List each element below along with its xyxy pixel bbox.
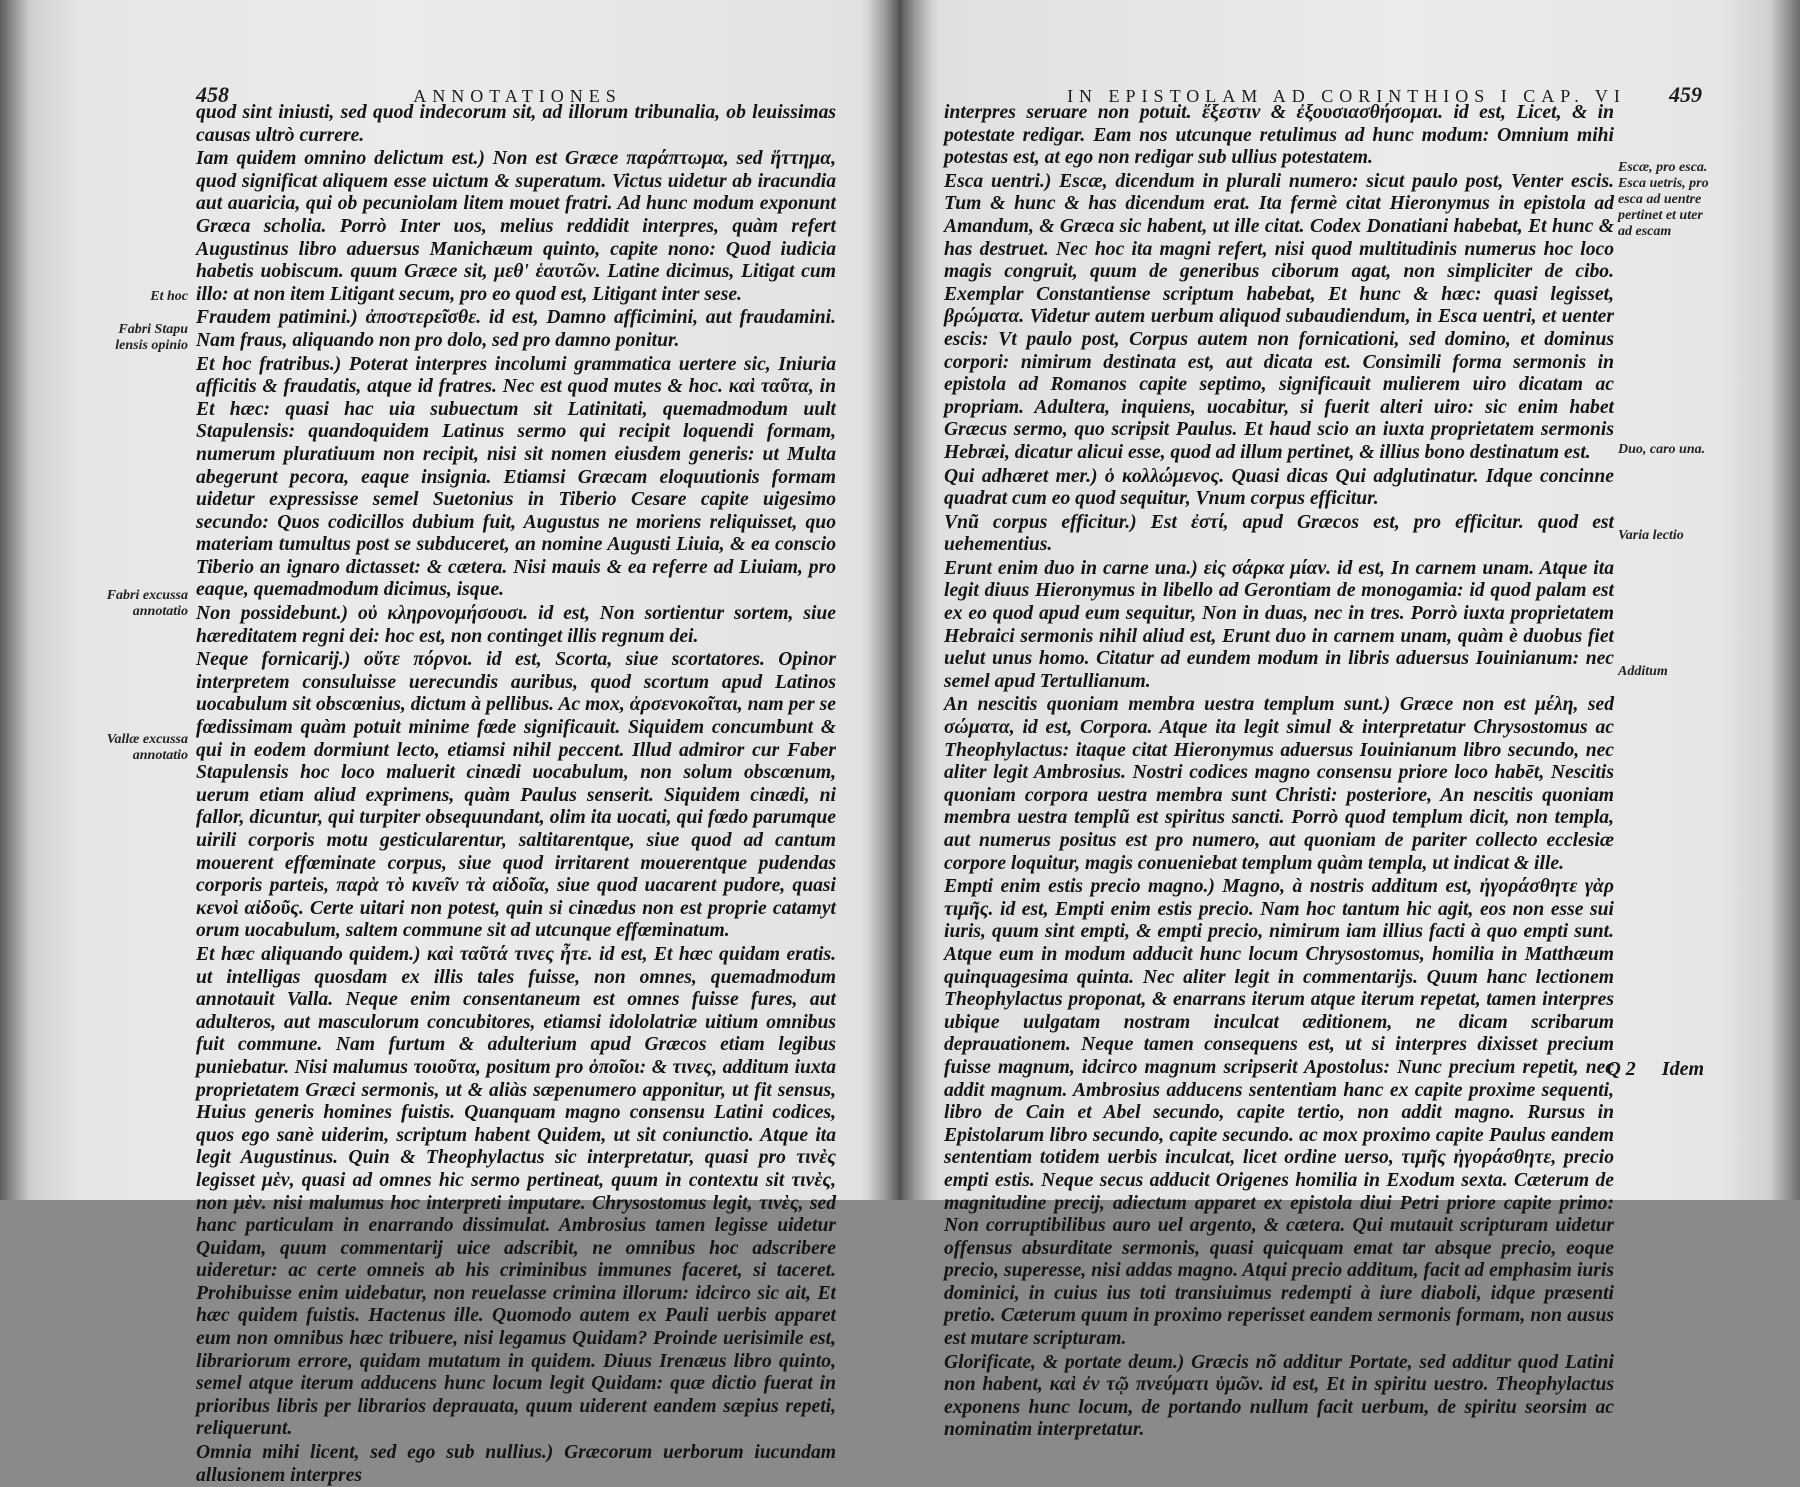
paragraph: Qui adhæret mer.) ὁ κολλώμενος. Quasi dicas Qui adglutinatur. Idque concinne quadrat cum eo quod sequitur, Vnum corpus efficitur.	[944, 465, 1614, 510]
paragraph: Iam quidem omnino delictum est.) Non est Græce παράπτωμα, sed ἥττημα, quod significat aliquem esse uictum & superatum. Victus uidetur ab iracundia aut auaricia, qui ob pecuniolam litem mouet fratri. Ad hunc modum exponunt Græca scholia. Porrò Inter uos, melius reddidit interpres, quàm refert Augustinus libro aduersus Manichæum quinto, capite nono: Quod iudicia habetis uobiscum. quum Græce sit, μεθ' ἑαυτῶν. Latine dicimus, Litigat cum illo: at non item Litigant secum, pro eo quod est, Litigant inter sese.	[196, 148, 836, 305]
paragraph: Esca uentri.) Escæ, dicendum in plurali numero: sicut paulo post, Venter escis. Tum & hunc & has dicendum erat. Ita fermè citat Hieronymus in epistola ad Amandum, & Græca sic habent, ut ille citat. Codex Donatiani habebat, Et hunc & has destruet. Nec hoc ita magni refert, nisi quod multitudinis numerus hoc loco magis congruit, quum de generibus ciborum agat, non simpliciter de cibo. Exemplar Constantiense scriptum habebat, Et hunc & hæc: quasi legisset, βρώματα. Videtur autem uerbum aliquod subaudiendum, in Esca uentri, et uenter escis: Vt paulo post, Corpus autem non fornicationi, sed domino, et dominus corpori: nimirum destinata est, aut dicata est. Consimili forma sermonis in epistola ad Romanos capite septimo, significauit mulierem uiro dicatam ac propriam. Adultera, inquiens, uocabitur, si fuerit alteri uiro: sic enim habet Græcus sermo, quo scripsit Paulus. Et haud scio an iuxta proprietatem sermonis Hebræi, dicatur alicui esse, quod ad illum pertinet, & illius bono destinatum est.	[944, 170, 1614, 463]
paragraph: Et hæc aliquando quidem.) καὶ ταῦτά τινες ἦτε. id est, Et hæc quidam eratis. ut intelligas quosdam ex illis tales fuisse, non omnes, quemadmodum annotauit Valla. Neque enim consentaneum est omnes fuisse fures, aut adulteros, aut masculorum concubitores, etiamsi idololatriæ uitium omnibus fuit commune. Nam furtum & adulterium apud Græcos etiam legibus puniebatur. Nisi malumus τοιοῦτα, positum pro ὁποῖοι: & τινες, additum iuxta proprietatem Græci sermonis, ut & aliàs sæpenumero apponitur, ut fit sensus, Huius generis homines fuistis. Quanquam magno consensu Latini codices, quos ego sanè uiderim, scriptum habent Quidem, ut sit coniunctio. Atque ita legit Augustinus. Quin & Theophylactus sic interpretatur, quasi pro τινὲς legisset μὲν, quasi ad omnes hic sermo pertineat, quum in contextu sit τινὲς, non μὲν. nisi malumus hoc interpreti imputare. Chrysostomus legit, τινὲς, sed hanc particulam in enarrando dissimulat. Ambrosius tamen legisse uidetur Quidam, quum commentarij uice adscribit, ne omnibus hoc adscribere uideretur: ac certe omneis ab his criminibus immunes faceret, si taceret. Prohibuisse enim uidebatur, non reuelasse crimina illorum: idcirco sic ait, Et hæc quidem fuistis. Hactenus ille. Quomodo autem ex Pauli uerbis apparet eum non omnibus hæc tribuere, nisi legamus Quidam? Proinde uerisimile est, librariorum errore, quidam mutatum in quidem. Diuus Irenæus libro quinto, semel atque iterum adducens hunc locum legit Quidam: quæ dictio fuerat in prioribus libris per librarios deprauata, quum uiderent eandem sæpius repeti, reliquerunt.	[196, 943, 836, 1440]
marginal-note: Et hoc	[150, 289, 188, 304]
paragraph: Non possidebunt.) οὐ κληρονομήσουσι. id est, Non sortientur sortem, siue hæreditatem regni dei: hoc est, non continget illis regnum dei.	[196, 603, 836, 647]
right-page	[910, 0, 1800, 1441]
marginal-note: Duo, caro una.	[1618, 442, 1706, 457]
paragraph: interpres seruare non potuit. ἔξεστιν & ἐξουσιασθήσομαι. id est, Licet, & in potestate redigar. Eam nos utcunque retulimus ad hunc modum: Omnium mihi potestas est, at ego non redigar sub ullius potestatem.	[944, 102, 1614, 169]
paragraph: Neque fornicarij.) οὔτε πόρνοι. id est, Scorta, siue scortatores. Opinor interpretem consuluisse uerecundis auribus, quod scortum apud Latinos uocabulum sit obscœnius, dictum à pellibus. Ac mox, ἀρσενοκοῖται, nam per se fœdissimam quàm potuit minime fœde significauit. Siquidem concumbunt & qui in eodem dormiunt lecto, etiamsi nihil peccent. Illud admiror cur Faber Stapulensis hoc loco maluerit cinædi uocabulum, non solum obscœnum, uerum etiam aliud exprimens, quàm Paulus senserit. Siquidem cinædi, ni fallor, dicuntur, qui turpiter obsequundant, olim ita uocati, qui fœdo parumque uirili corporis motu gesticularentur, saltitarentque, siue quod ad cantum mouerent effœminate corpus, siue quod irritarent mouerentque pudendas corporis parteis, παρὰ τὸ κινεῖν τὰ αἰδοῖα, siue quod uacarent pudore, quasi κενοὶ αἰδοῦς. Certe uitari non potest, quin si cinædus non est proprie catamyt orum uocabulum, saltem commune sit ad utcunque effœminatum.	[196, 649, 836, 942]
paragraph: An nescitis quoniam membra uestra templum sunt.) Græce non est μέλη, sed σώματα, id est, Corpora. Atque ita legit simul & interpretatur Chrysostomus ac Theophylactus: itaque citat Hieronymus aduersus Iouinianum libro secundo, nec aliter legit Ambrosius. Nostri codices magno consensu priore loco habēt, Nescitis quoniam corpora uestra membra sunt Christi: posteriore, An nescitis quoniam membra uestra templũ est spiritus sancti. Porrò quod templum dicit, non templa, aut numerus positus est pro numero, aut quoniam de pariter collecto ecclesiæ corpore loquitur, magis conueniebat templum quàm templa, ut indicat & ille.	[944, 694, 1614, 874]
marginal-note: Escæ, pro esca. Esca uetris, pro esca ad uentre pertinet et uter ad escam	[1618, 160, 1709, 239]
paragraph: Erunt enim duo in carne una.) εἰς σάρκα μίαν. id est, In carnem unam. Atque ita legit diuus Hieronymus in libello ad Gerontiam de monogamia: id quod palam est ex eo quod apud eum sequitur, Non in duas, nec in tres. Porrò iuxta proprietatem Hebraici sermonis nihil aliud est, Erunt duo in carnem unam, quàm è duobus fiet uelut unus homo. Citatur ad eundem modum in libris aduersus Iouinianum: nec semel apud Tertullianum.	[944, 557, 1614, 692]
paragraph: Empti enim estis precio magno.) Magno, à nostris additum est, ἠγοράσθητε γὰρ τιμῆς. id est, Empti enim estis precio. Nam hoc tantum hic agit, eos non esse sui iuris, quum sint empti, & empti precio, nimirum iam illius facti à quo empti sunt. Atque eum in modum adducit hunc locum Chrysostomus, homilia in Matthæum quinquagesima quinta. Nec aliter legit in commentarijs. Quum hanc lectionem Theophylactus proponat, & enarrans iterum atque iterum repetat, tamen interpres ubique uulgatam nostram inculcat æditionem, ne dicam scribarum deprauationem. Neque tamen consequens est, ut si interpres dixisset precium fuisse magnum, idcirco magnum scripserit Apostolus: Nunc precium repetit, nec addit magnum. Ambrosius adducens sententiam hanc ex capite proxime sequenti, libro de Cain et Abel secundo, capite tertio, non addit magno. Rursus in Epistolarum libro secundo, capite secundo. ac mox proximo capite Paulus eandem sententiam totidem uerbis inculcat, licet ordine uerso, τιμῆς ἠγοράσθητε, precio empti estis. Neque secus adducit Origenes homilia in Exodum sexta. Cæterum de magnitudine precij, adiectum apparet ex epistola diui Petri priore capite primo: Non corruptibilibus auro uel argento, & cætera. Qui mutauit scripturam uidetur offensus absurditate sermonis, quasi quicquam emat tar absque precio, eoque precio, superesse, nisi addas magno. Atqui precio additum, facit ad emphasim iuris dominici, in cuius ius toti transiuimus redempti à iure diaboli, idque præsenti pretio. Cæterum quum in proximo reperisset eandem sermonis formam, non ausus est mutare scripturam.	[944, 876, 1614, 1350]
signature-mark: Q 2	[1606, 1058, 1636, 1080]
running-head-title: IN EPISTOLAM AD CORINTHIOS I CAP. VI	[1067, 86, 1626, 106]
running-head-title: ANNOTATIONES	[413, 86, 622, 106]
paragraph: quod sint iniusti, sed quod indecorum sit, ad illorum tribunalia, ob leuissimas causas ultrò currere.	[196, 102, 836, 146]
paragraph: Omnia mihi licent, sed ego sub nullius.) Græcorum uerborum iucundam allusionem interpres	[196, 1442, 836, 1486]
paragraph: Glorificate, & portate deum.) Græcis nõ additur Portate, sed additur quod Latini non habent, καὶ ἐν τῷ πνεύματι ὑμῶν. id est, Et in spiritu uestro. Theophylactus exponens hunc locum, de portando nullum facit uerbum, de spiritu seorsim ac nominatim interpretatur.	[944, 1351, 1614, 1441]
right-page-text	[944, 102, 1614, 1441]
paragraph: Fraudem patimini.) ἀποστερεῖσθε. id est, Damno afficimini, aut fraudamini. Nam fraus, aliquando non pro dolo, sed pro damno ponitur.	[196, 307, 836, 351]
catchword: Idem	[1661, 1058, 1704, 1080]
left-page	[0, 0, 890, 1486]
marginal-note: Vallæ excussa annotatio	[106, 732, 188, 763]
marginal-note: Fabri excussa annotatio	[106, 588, 188, 619]
paragraph: Vnũ corpus efficitur.) Est ἐστί, apud Græcos est, pro efficitur. quod est uehementius.	[944, 511, 1614, 556]
marginal-note: Varia lectio	[1618, 528, 1684, 543]
folio-number: 459	[1669, 82, 1702, 107]
marginal-note: Additum	[1618, 664, 1668, 679]
signature-catchword	[1606, 1058, 1704, 1081]
marginal-note: Fabri Stapu lensis opinio	[115, 322, 188, 353]
folio-number: 458	[196, 82, 229, 107]
left-page-text	[196, 102, 836, 1486]
paragraph: Et hoc fratribus.) Poterat interpres incolumi grammatica uertere sic, Iniuria afficitis & fraudatis, atque id fratres. Nec est quod mutes & hoc. καὶ ταῦτα, in Et hæc: quasi hac uia subuectum sit Latinitati, quemadmodum uult Stapulensis: quandoquidem Latinus sermo qui recipit loquendi formam, numerum pluratiuum non recipit, nisi sit nomen eiusdem generis: ut Multa abegerunt pecora, eaque insignia. Etiamsi Græcam eloquutionis formam uidetur expressisse semel Suetonius in Tiberio Cesare capite uigesimo secundo: Quos codicillos dubium fuit, Augustus ne moriens reliquisset, quo materiam tumultus post se subduceret, an nomine Augusti Liuia, & ea conscio Tiberio an ignaro dictasset: & cætera. Nisi mauis & ea referre ad Liuiam, pro eaque, quemadmodum dicimus, isque.	[196, 353, 836, 601]
